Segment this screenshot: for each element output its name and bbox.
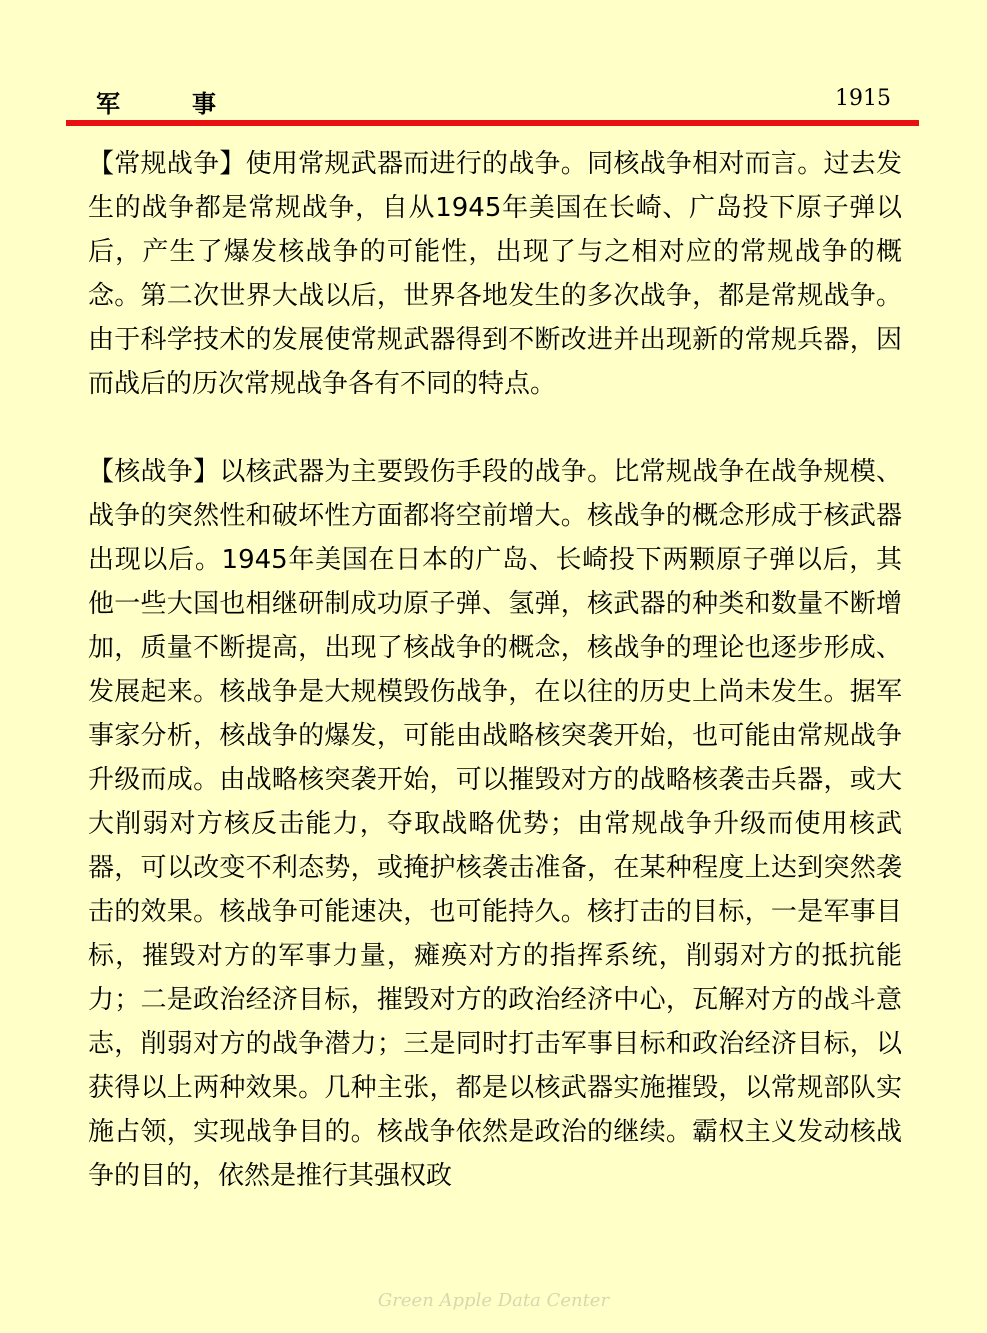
entry-conventional-war [88,142,902,406]
page-content [88,142,902,1274]
entry-text: 以核武器为主要毁伤手段的战争。比常规战争在战争规模、战争的突然性和破坏性方面都将空前增大。核战争的概念形成于核武器出现以后。1945年美国在日本的广岛、长崎投下两颗原子弹以后，其他一些大国也相继研制成功原子弹、氢弹，核武器的种类和数量不断增加，质量不断提高，出现了核战争的概念，核战争的理论也逐步形成、发展起来。核战争是大规模毁伤战争，在以往的历史上尚未发生。据军事家分析，核战争的爆发，可能由战略核突袭开始，也可能由常规战争升级而成。由战略核突袭开始，可以摧毁对方的战略核袭击兵器，或大大削弱对方核反击能力，夺取战略优势；由常规战争升级而使用核武器，可以改变不利态势，或掩护核袭击准备，在某种程度上达到突然袭击的效果。核战争可能速决，也可能持久。核打击的目标，一是军事目标，摧毁对方的军事力量，瘫痪对方的指挥系统，削弱对方的抵抗能力；二是政治经济目标，摧毁对方的政治经济中心，瓦解对方的战斗意志，削弱对方的战争潜力；三是同时打击军事目标和政治经济目标，以获得以上两种效果。几种主张，都是以核武器实施摧毁，以常规部队实施占领，实现战争目的。核战争依然是政治的继续。霸权主义发动核战争的目的，依然是推行其强权政 [88,457,902,1191]
watermark: Green Apple Data Center [377,1290,610,1311]
section-title: 军事 [96,90,288,118]
page-number: 1915 [835,86,891,111]
entry-text: 使用常规武器而进行的战争。同核战争相对而言。过去发生的战争都是常规战争，自从1945年美国在长崎、广岛投下原子弹以后，产生了爆发核战争的可能性，出现了与之相对应的常规战争的概念。第二次世界大战以后，世界各地发生的多次战争，都是常规战争。由于科学技术的发展使常规武器得到不断改进并出现新的常规兵器，因而战后的历次常规战争各有不同的特点。 [88,149,902,399]
entry-term: 【核战争】 [88,457,220,487]
entry-nuclear-war [88,450,902,1198]
entry-term: 【常规战争】 [88,149,246,179]
page-header [0,0,987,130]
header-divider [66,120,919,126]
